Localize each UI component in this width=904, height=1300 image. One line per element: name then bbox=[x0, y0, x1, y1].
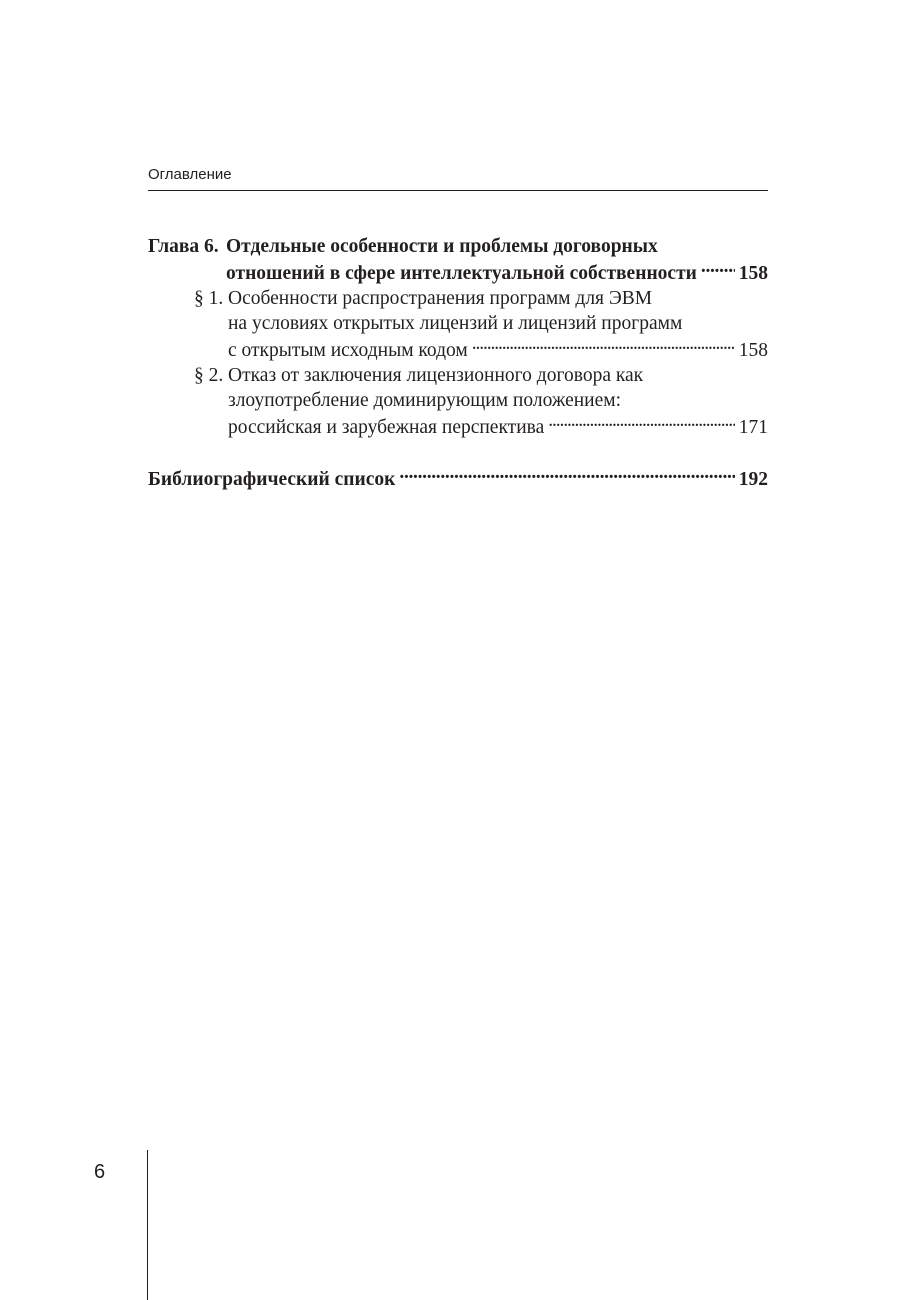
section-page-number: 158 bbox=[738, 340, 768, 361]
section-title-line-1: Особенности распространения программ для ЭВМ bbox=[228, 288, 653, 309]
section-title-line-3: российская и зарубежная перспектива bbox=[228, 417, 545, 438]
chapter-title-line-1: Отдельные особенности и проблемы договорных bbox=[226, 236, 658, 257]
toc-section-2-line-2 bbox=[148, 388, 768, 413]
toc-section-1-line-3[interactable] bbox=[148, 336, 768, 363]
chapter-number: Глава 6. bbox=[148, 236, 219, 257]
toc-section-1-line-2 bbox=[148, 311, 768, 336]
section-title-line-2: на условиях открытых лицензий и лицензий программ bbox=[228, 313, 683, 334]
section-number: § 2. bbox=[194, 365, 224, 386]
table-of-contents bbox=[148, 234, 768, 492]
page-number: 6 bbox=[94, 1161, 106, 1183]
spacer bbox=[148, 440, 768, 465]
toc-chapter-6-line-1 bbox=[148, 234, 768, 259]
bibliography-title: Библиографический список bbox=[148, 469, 396, 490]
dot-leader bbox=[548, 413, 735, 433]
folio-rule bbox=[147, 1150, 148, 1300]
section-title-line-1: Отказ от заключения лицензионного договора как bbox=[228, 365, 644, 386]
bibliography-page-number: 192 bbox=[738, 469, 768, 490]
dot-leader bbox=[701, 259, 735, 279]
chapter-title-line-2: отношений в сфере интеллектуальной собственности bbox=[226, 263, 697, 284]
running-head-title: Оглавление bbox=[148, 166, 232, 183]
dot-leader bbox=[399, 465, 734, 485]
toc-bibliography[interactable] bbox=[148, 465, 768, 492]
toc-section-2-line-3[interactable] bbox=[148, 413, 768, 440]
toc-section-2-line-1 bbox=[148, 363, 768, 388]
dot-leader bbox=[472, 336, 735, 356]
chapter-page-number: 158 bbox=[738, 263, 768, 284]
toc-section-1-line-1 bbox=[148, 286, 768, 311]
section-page-number: 171 bbox=[738, 417, 768, 438]
section-title-line-2: злоупотребление доминирующим положением: bbox=[228, 390, 622, 411]
running-head bbox=[148, 162, 768, 191]
section-number: § 1. bbox=[194, 288, 224, 309]
section-title-line-3: с открытым исходным кодом bbox=[228, 340, 468, 361]
toc-chapter-6-line-2[interactable] bbox=[148, 259, 768, 286]
